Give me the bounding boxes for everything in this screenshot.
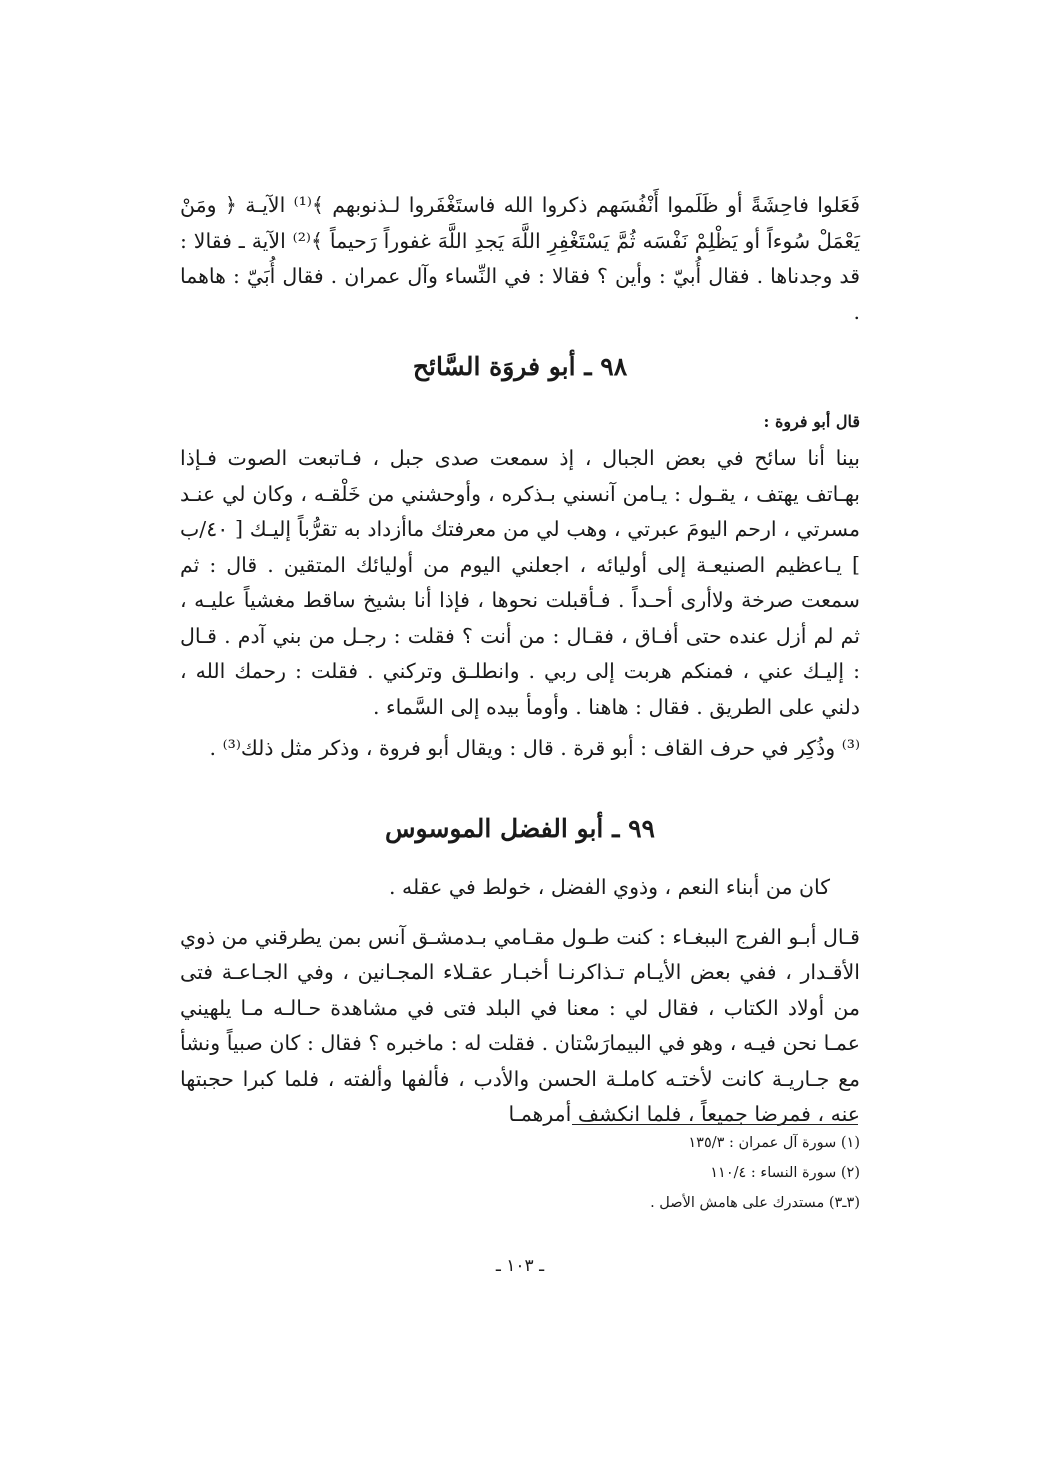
section-98-note: ⁽³⁾ وذُكِر في حرف القاف : أبو قرة . قال : ويقال أبو فروة ، وذكر مثل ذلك⁽³⁾ . xyxy=(209,736,860,760)
intro-paragraph: فَعَلوا فاحِشَةً أو ظَلَموا أَنْفُسَهم ذكروا الله فاستَغْفَروا لـذنوبهم ﴾⁽¹⁾ الآيـة ﴿ ومَنْ يَعْمَلْ سُوءاً أو يَظْلِمْ نَفْسَه ثُمَّ يَسْتَغْفِرِ اللَّهَ يَجدِ اللَّهَ غفوراً رَحيماً ﴾⁽²⁾ الآية ـ فقالا : قد وجدناها . فقال أُبيّ : وأين ؟ فقالا : في النِّساء وآل عمران . فقال أُبَيّ : هاهما . xyxy=(180,193,861,324)
section-99-intro: كان من أبناء النعم ، وذوي الفضل ، خولط في عقله . xyxy=(388,875,830,899)
footnote-separator xyxy=(572,1124,858,1125)
section-98-speaker: قال أبو فروة : xyxy=(763,412,860,431)
footnote-1: (١) سورة آل عمران : ١٣٥/٣ xyxy=(688,1135,860,1151)
page-number: ـ ١٠٣ ـ xyxy=(495,1256,545,1276)
footnote-2: (٢) سورة النساء : ١١٠/٤ xyxy=(710,1165,860,1181)
section-99-block xyxy=(180,870,860,1133)
intro-block xyxy=(180,188,860,330)
section-99-body: قـال أبـو الفرج الببغـاء : كنت طـول مقـامي بـدمشـق آنس بمن يطرقني من ذوي الأقـدار ، ففي بعض الأيـام تـذاكرنـا أخبـار عقـلاء المجـانين ، وفي الجـاعـة فتى من أولاد الكتاب ، فقال لي : معنا في البلد فتى في مشاهدة حـالـه مـا يلهيني عمـا نحن فيـه ، وهو في البيمارَسْتان . فقلت له : ماخبره ؟ فقال : كان صبياً ونشأ مع جـاريـة كانت لأختـه كاملـة الحسن والأدب ، فألفها وألفته ، فلما كبرا حجبتها عنه ، فمرضا جميعاً ، فلما انكشف أمرهمـا xyxy=(180,924,860,1126)
footnotes xyxy=(520,1128,860,1218)
section-99-title: ٩٩ ـ أبو الفضل الموسوس xyxy=(385,814,655,843)
section-98-body: بينا أنا سائح في بعض الجبال ، إذ سمعت صدى جبل ، فـاتبعت الصوت فـإذا بهـاتف يهتف ، يقـول : يـامن آنسني بـذكره ، وأوحشني من خَلْقـه ، وكان لي عنـد مسرتي ، ارحم اليومَ عبرتي ، وهب لي من معرفتك ماأزداد به تقرُّباً إليـك [ ٤٠/ب ] يـاعظيم الصنيعـة إلى أوليائه ، اجعلني اليوم من أوليائك المتقين . قال : ثم سمعت صرخة ولاأرى أحـداً . فـأقبلت نحوها ، فإذا أنا بشيخ ساقط مغشياً عليـه ، ثم لم أزل عنده حتى أفـاق ، فقـال : من أنت ؟ فقلت : رجـل من بني آدم . قـال : إليـك عني ، فمنكم هربت إلى ربي . وانطلـق وتركني . فقلت : رحمك الله ، دلني على الطريق . فقال : هاهنا . وأومأ بيده إلى السَّماء . xyxy=(180,446,860,719)
section-98-title: ٩٨ ـ أبو فروَة السَّائح xyxy=(412,352,628,381)
section-98-block xyxy=(180,412,860,767)
footnote-3: (٣ـ٣) مستدرك على هامش الأصل . xyxy=(650,1195,860,1211)
